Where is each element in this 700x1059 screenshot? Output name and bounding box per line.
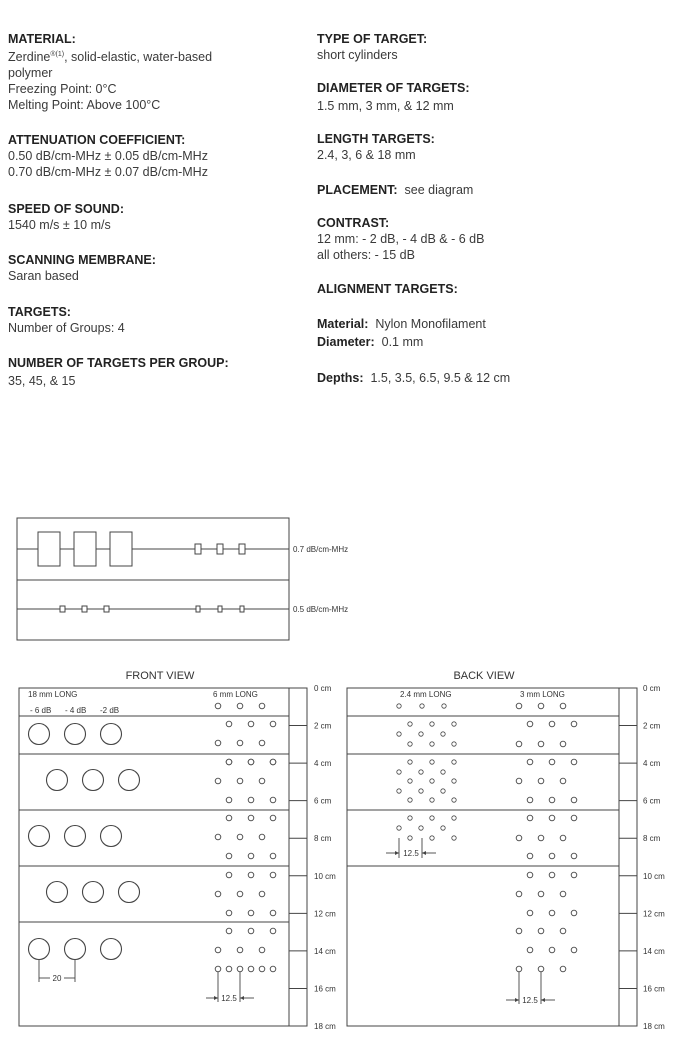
large-target [29, 939, 50, 960]
db-label-4: - 4 dB [65, 706, 87, 715]
small-target [259, 778, 265, 784]
small-target [549, 759, 555, 765]
small-target [270, 910, 276, 916]
tiny-target [419, 732, 423, 736]
large-target [47, 882, 68, 903]
tiny-target [452, 742, 456, 746]
tiny-target [442, 704, 446, 708]
large-target [65, 939, 86, 960]
small-target [527, 721, 533, 727]
small-target [217, 544, 223, 554]
small-target [215, 703, 221, 709]
spec-heading: MATERIAL: [8, 32, 76, 46]
db-label-6: - 6 dB [30, 706, 52, 715]
tiny-target [397, 770, 401, 774]
depth-label: 6 cm [314, 796, 332, 806]
front-depth-labels [314, 684, 336, 1031]
small-target [560, 891, 566, 897]
small-target [516, 891, 522, 897]
large-target [47, 770, 68, 791]
small-target [516, 928, 522, 934]
small-target [239, 544, 245, 554]
small-target [215, 947, 221, 953]
spec-value: 0.50 dB/cm-MHz ± 0.05 dB/cm-MHz 0.70 dB/cm-MHz ± 0.07 dB/cm-MHz [8, 149, 208, 179]
small-target [527, 815, 533, 821]
small-target [270, 815, 276, 821]
small-target [538, 928, 544, 934]
tiny-target [430, 816, 434, 820]
small-target [571, 872, 577, 878]
small-target [60, 606, 65, 612]
label-6mm-long: 6 mm LONG [213, 690, 258, 699]
back-depth-ticks [619, 688, 637, 1026]
tiny-target [408, 798, 412, 802]
small-target [215, 778, 221, 784]
small-target [215, 966, 221, 972]
small-target [571, 947, 577, 953]
spec-heading: LENGTH TARGETS: [317, 132, 435, 146]
small-target [259, 966, 265, 972]
small-target [226, 815, 232, 821]
tiny-target [397, 704, 401, 708]
spec-heading: ALIGNMENT TARGETS: [317, 282, 458, 296]
back-depth-scale-bar [619, 688, 637, 1026]
large-target [65, 724, 86, 745]
large-target [29, 826, 50, 847]
small-target [549, 815, 555, 821]
small-target [226, 928, 232, 934]
large-target [101, 724, 122, 745]
tiny-target [452, 816, 456, 820]
depth-label: 0 cm [643, 684, 661, 693]
spec-label: Material: [317, 317, 369, 331]
small-target [571, 721, 577, 727]
tiny-target [430, 722, 434, 726]
small-target [237, 947, 243, 953]
large-target-3 [110, 532, 132, 566]
dim-125a-label: 12.5 [403, 849, 419, 858]
tiny-target [430, 779, 434, 783]
small-target [538, 741, 544, 747]
depth-label: 10 cm [643, 871, 665, 881]
tiny-target [430, 742, 434, 746]
small-target [259, 740, 265, 746]
back-outline [347, 688, 619, 1026]
small-target [270, 966, 276, 972]
spec-value: Zerdine [8, 50, 51, 65]
small-target [248, 853, 254, 859]
depth-label: 18 cm [643, 1022, 665, 1031]
small-target [196, 606, 200, 612]
spec-heading: TYPE OF TARGET: [317, 32, 428, 46]
small-target [226, 910, 232, 916]
depth-label: 12 cm [643, 909, 665, 919]
front-depth-scale-bar [289, 688, 307, 1026]
back-tiny-targets [397, 704, 456, 840]
small-target [560, 703, 566, 709]
spec-heading: SPEED OF SOUND: [8, 202, 124, 216]
tiny-target [430, 798, 434, 802]
depth-label: 4 cm [314, 759, 332, 769]
small-target [527, 872, 533, 878]
tiny-target [408, 836, 412, 840]
small-target [248, 759, 254, 765]
small-target [248, 928, 254, 934]
large-target [65, 826, 86, 847]
label-18mm-long: 18 mm LONG [28, 690, 78, 699]
small-target [549, 947, 555, 953]
small-target [248, 966, 254, 972]
depth-label: 6 cm [643, 796, 661, 806]
large-target [101, 826, 122, 847]
large-target [83, 882, 104, 903]
top-section-diagram [17, 518, 289, 640]
small-target [226, 872, 232, 878]
spec-value: Saran based [8, 269, 79, 283]
tiny-target [452, 836, 456, 840]
tiny-target [408, 779, 412, 783]
tiny-target [419, 770, 423, 774]
large-target [119, 882, 140, 903]
small-target [527, 910, 533, 916]
tiny-target [441, 770, 445, 774]
depth-label: 16 cm [643, 984, 665, 994]
small-target [538, 835, 544, 841]
small-target [549, 853, 555, 859]
tiny-target [408, 760, 412, 764]
trademark-sup: ®(1) [50, 51, 65, 58]
spec-value: 1540 m/s ± 10 m/s [8, 218, 111, 232]
tiny-target [397, 826, 401, 830]
front-view-frame [19, 688, 307, 1026]
small-target [237, 834, 243, 840]
large-target [29, 724, 50, 745]
small-target [82, 606, 87, 612]
spec-value: Number of Groups: 4 [8, 321, 125, 335]
small-target [270, 853, 276, 859]
small-target [259, 834, 265, 840]
small-target [571, 815, 577, 821]
small-target [560, 966, 566, 972]
tiny-target [441, 789, 445, 793]
label-24mm-long: 2.4 mm LONG [400, 690, 452, 699]
small-target [527, 853, 533, 859]
small-target [215, 834, 221, 840]
small-target [560, 778, 566, 784]
tiny-target [452, 722, 456, 726]
small-target [248, 872, 254, 878]
small-target [237, 966, 243, 972]
small-target [560, 928, 566, 934]
attenuation-label-upper: 0.7 dB/cm-MHz [293, 545, 349, 554]
small-target [248, 910, 254, 916]
small-target [195, 544, 201, 554]
small-target [218, 606, 222, 612]
front-small-targets [215, 703, 276, 972]
small-target [215, 891, 221, 897]
small-target [226, 853, 232, 859]
small-target [516, 741, 522, 747]
depth-label: 10 cm [314, 871, 336, 881]
small-target [226, 797, 232, 803]
small-target [237, 891, 243, 897]
back-depth-labels [643, 684, 665, 1031]
tiny-target [452, 798, 456, 802]
tiny-target [397, 789, 401, 793]
large-target-1 [38, 532, 60, 566]
small-target [560, 741, 566, 747]
small-target [237, 740, 243, 746]
small-target [571, 797, 577, 803]
large-target [83, 770, 104, 791]
small-target [549, 872, 555, 878]
small-target [571, 853, 577, 859]
small-target [538, 778, 544, 784]
small-target [516, 966, 522, 972]
db-label-2: -2 dB [100, 706, 120, 715]
spec-value: 1.5, 3.5, 6.5, 9.5 & 12 cm [370, 371, 511, 385]
large-target-2 [74, 532, 96, 566]
spec-heading: DIAMETER OF TARGETS: [317, 81, 470, 95]
tiny-target [430, 836, 434, 840]
tiny-target [408, 742, 412, 746]
back-small-targets [516, 703, 577, 972]
small-target [571, 759, 577, 765]
small-target [259, 703, 265, 709]
spec-value: 12 mm: - 2 dB, - 4 dB & - 6 dB all others: - 15 dB [317, 232, 485, 262]
tiny-target [441, 826, 445, 830]
depth-label: 2 cm [314, 721, 332, 731]
depth-label: 14 cm [643, 946, 665, 956]
depth-label: 2 cm [643, 721, 661, 731]
spec-value: 35, 45, & 15 [8, 374, 76, 388]
back-view-title: BACK VIEW [453, 670, 515, 682]
small-target [248, 797, 254, 803]
depth-label: 16 cm [314, 984, 336, 994]
front-view-title: FRONT VIEW [125, 670, 195, 682]
spec-value: 2.4, 3, 6 & 18 mm [317, 148, 416, 162]
spec-heading: SCANNING MEMBRANE: [8, 253, 156, 267]
tiny-target [452, 760, 456, 764]
dim-20-label: 20 [52, 974, 62, 983]
small-target [538, 703, 544, 709]
small-target [237, 778, 243, 784]
small-target [549, 910, 555, 916]
small-target [571, 910, 577, 916]
small-target [516, 703, 522, 709]
spec-heading: NUMBER OF TARGETS PER GROUP: [8, 356, 229, 370]
depth-label: 12 cm [314, 909, 336, 919]
tiny-target [441, 732, 445, 736]
tiny-target [397, 732, 401, 736]
small-target [248, 721, 254, 727]
small-target [259, 891, 265, 897]
small-target [527, 797, 533, 803]
small-target [527, 947, 533, 953]
tiny-target [419, 826, 423, 830]
spec-value: , solid-elastic, water-based [64, 50, 213, 65]
label-3mm-long: 3 mm LONG [520, 690, 565, 699]
small-target [549, 721, 555, 727]
depth-label: 14 cm [314, 946, 336, 956]
spec-value: see diagram [404, 183, 474, 197]
depth-label: 18 cm [314, 1022, 336, 1031]
small-target [240, 606, 244, 612]
small-target [215, 740, 221, 746]
tiny-target [420, 704, 424, 708]
spec-value: polymer Freezing Point: 0°C Melting Point: Above 100°C [8, 66, 161, 113]
spec-value: 1.5 mm, 3 mm, & 12 mm [317, 99, 454, 113]
large-target [101, 939, 122, 960]
depth-label: 8 cm [643, 834, 661, 844]
small-target [516, 778, 522, 784]
small-target [248, 815, 254, 821]
small-target [270, 759, 276, 765]
tiny-target [408, 816, 412, 820]
depth-label: 4 cm [643, 759, 661, 769]
spec-label: Diameter: [317, 335, 375, 349]
small-target [270, 721, 276, 727]
dim-125-label: 12.5 [221, 994, 237, 1003]
tiny-target [430, 760, 434, 764]
small-target [270, 928, 276, 934]
small-target [527, 759, 533, 765]
front-depth-ticks [289, 688, 307, 1026]
attenuation-label-lower: 0.5 dB/cm-MHz [293, 605, 349, 614]
depth-label: 0 cm [314, 684, 332, 693]
spec-value: short cylinders [317, 48, 398, 62]
small-target [560, 835, 566, 841]
back-view-frame [347, 688, 637, 1026]
spec-heading: PLACEMENT: [317, 183, 398, 197]
large-target [119, 770, 140, 791]
depth-label: 8 cm [314, 834, 332, 844]
spec-label: Depths: [317, 371, 364, 385]
small-target [104, 606, 109, 612]
spec-value: Nylon Monofilament [375, 317, 486, 331]
spec-heading: TARGETS: [8, 305, 71, 319]
small-target [549, 797, 555, 803]
tiny-target [452, 779, 456, 783]
small-target [270, 872, 276, 878]
dim-125b-label: 12.5 [522, 996, 538, 1005]
small-target [538, 966, 544, 972]
small-target [538, 891, 544, 897]
small-target [226, 759, 232, 765]
tiny-target [419, 789, 423, 793]
small-target [259, 947, 265, 953]
spec-heading: ATTENUATION COEFFICIENT: [8, 133, 186, 147]
small-target [237, 703, 243, 709]
small-target [516, 835, 522, 841]
front-large-targets [29, 724, 140, 960]
small-target [270, 797, 276, 803]
small-target [226, 966, 232, 972]
spec-heading: CONTRAST: [317, 216, 390, 230]
small-target [226, 721, 232, 727]
tiny-target [408, 722, 412, 726]
spec-value: 0.1 mm [381, 335, 424, 349]
